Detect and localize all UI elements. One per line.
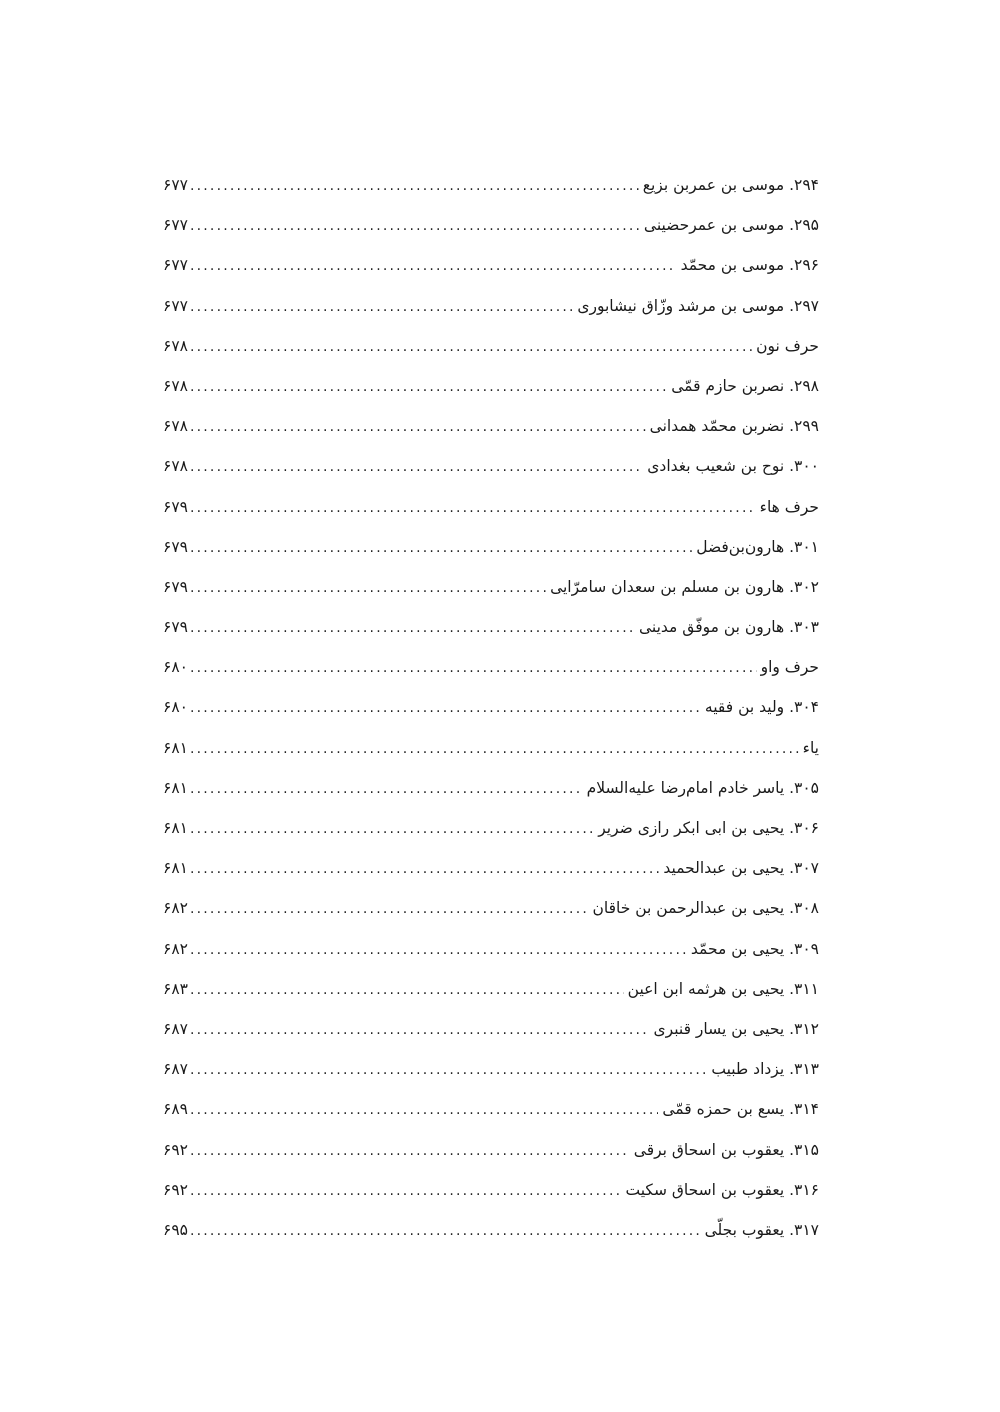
toc-entry[interactable]: [163, 771, 819, 811]
page-number: ۶۷۹: [163, 497, 188, 516]
page-number: ۶۷۸: [163, 376, 188, 395]
dot-leader: [190, 651, 757, 685]
entry-title: حرف هاء: [759, 497, 819, 516]
dot-leader: [190, 1214, 701, 1248]
entry-title: حرف نون: [756, 336, 819, 355]
page-number: ۶۷۷: [163, 296, 188, 315]
page-number: ۶۸۰: [163, 698, 188, 717]
dot-leader: [190, 330, 752, 364]
entry-title: ۳۰۱. هارون‌بن‌فضل: [696, 537, 819, 556]
dot-leader: [190, 290, 573, 324]
page-number: ۶۹۲: [163, 1180, 188, 1199]
dot-leader: [190, 1174, 622, 1208]
toc-entry[interactable]: [163, 1213, 819, 1253]
page-number: ۶۸۱: [163, 738, 188, 757]
entry-title: ۳۱۶. یعقوب بن اسحاق سکیت: [625, 1180, 819, 1199]
page-number: ۶۸۱: [163, 778, 188, 797]
entry-title: ۳۰۹. یحیی بن محمّد: [690, 939, 819, 958]
dot-leader: [190, 491, 756, 525]
toc-entry[interactable]: [163, 891, 819, 931]
entry-title: ۲۹۶. موسی بن محمّد: [680, 256, 819, 275]
entry-title: ۳۱۳. یزداد طبیب: [711, 1060, 819, 1079]
dot-leader: [190, 732, 799, 766]
dot-leader: [190, 973, 624, 1007]
page-number: ۶۸۲: [163, 939, 188, 958]
page-number: ۶۷۹: [163, 577, 188, 596]
toc-section-heading[interactable]: [163, 731, 819, 771]
dot-leader: [190, 892, 589, 926]
entry-title: ۳۰۶. یحیی بن ابی ابکر رازی ضریر: [598, 819, 819, 837]
entry-title: ۳۰۵. یاسر خادم امام‌رضا علیه‌السلام: [586, 778, 819, 797]
toc-entry[interactable]: [163, 690, 819, 730]
entry-title: ۳۱۱. یحیی بن هرثمه ابن اعین: [627, 979, 819, 998]
dot-leader: [190, 450, 643, 484]
page-number: ۶۷۸: [163, 417, 188, 436]
entry-title: حرف واو: [760, 658, 819, 677]
entry-title: ۲۹۸. نصربن حازم قمّی: [671, 376, 819, 395]
page-number: ۶۷۷: [163, 216, 188, 235]
page-number: ۶۸۹: [163, 1100, 188, 1119]
toc-entry[interactable]: [163, 851, 819, 891]
dot-leader: [190, 571, 546, 605]
dot-leader: [190, 933, 687, 967]
toc-entry[interactable]: [163, 1092, 819, 1132]
dot-leader: [190, 249, 677, 283]
entry-title: ۲۹۴. موسی بن عمربن بزیع: [642, 176, 819, 194]
entry-title: ۳۱۷. یعقوب بجلّی: [704, 1220, 819, 1239]
toc-entry[interactable]: [163, 369, 819, 409]
table-of-contents: [163, 168, 819, 1253]
page-number: ۶۷۷: [163, 256, 188, 275]
page-number: ۶۹۲: [163, 1140, 188, 1159]
entry-title: ۳۰۷. یحیی بن عبدالحمید: [663, 859, 819, 878]
dot-leader: [190, 1053, 707, 1087]
toc-entry[interactable]: [163, 449, 819, 489]
toc-entry[interactable]: [163, 570, 819, 610]
entry-title: یاء: [802, 738, 819, 757]
toc-entry[interactable]: [163, 168, 819, 208]
dot-leader: [190, 1013, 650, 1047]
entry-title: ۳۰۰. نوح بن شعیب بغدادی: [647, 457, 819, 476]
toc-entry[interactable]: [163, 972, 819, 1012]
page-number: ۶۸۲: [163, 899, 188, 918]
toc-entry[interactable]: [163, 289, 819, 329]
dot-leader: [190, 531, 692, 565]
dot-leader: [190, 852, 659, 886]
entry-title: ۲۹۹. نضربن محمّد همدانی: [649, 417, 819, 436]
page-number: ۶۸۱: [163, 859, 188, 878]
dot-leader: [190, 169, 639, 203]
page-number: ۶۷۸: [163, 336, 188, 355]
page-number: ۶۸۷: [163, 1060, 188, 1079]
dot-leader: [190, 691, 701, 725]
toc-entry[interactable]: [163, 1052, 819, 1092]
toc-section-heading[interactable]: [163, 329, 819, 369]
dot-leader: [190, 611, 635, 645]
toc-entry[interactable]: [163, 248, 819, 288]
toc-entry[interactable]: [163, 1012, 819, 1052]
toc-entry[interactable]: [163, 932, 819, 972]
toc-entry[interactable]: [163, 811, 819, 851]
entry-title: ۳۱۵. یعقوب بن اسحاق برقی: [633, 1140, 819, 1159]
toc-entry[interactable]: [163, 409, 819, 449]
toc-entry[interactable]: [163, 1173, 819, 1213]
dot-leader: [190, 772, 583, 806]
toc-section-heading[interactable]: [163, 490, 819, 530]
page-number: ۶۸۷: [163, 1019, 188, 1038]
page-number: ۶۷۹: [163, 537, 188, 556]
dot-leader: [190, 410, 646, 444]
entry-title: ۳۱۲. یحیی بن یسار قنبری: [653, 1019, 819, 1038]
dot-leader: [190, 370, 667, 404]
toc-entry[interactable]: [163, 610, 819, 650]
entry-title: ۲۹۷. موسی بن مرشد وزّاق نیشابوری: [577, 296, 819, 315]
page-number: ۶۸۱: [163, 819, 188, 837]
page-number: ۶۷۸: [163, 457, 188, 476]
page-number: ۶۷۹: [163, 618, 188, 637]
entry-title: ۳۰۳. هارون بن موفّق مدینی: [639, 618, 819, 637]
page-number: ۶۸۰: [163, 658, 188, 677]
dot-leader: [190, 1093, 658, 1127]
toc-entry[interactable]: [163, 208, 819, 248]
entry-title: ۲۹۵. موسی بن عمرحضینی: [643, 216, 819, 235]
entry-title: ۳۰۴. ولید بن فقیه: [704, 698, 819, 717]
page-number: ۶۸۳: [163, 979, 188, 998]
page-number: ۶۹۵: [163, 1220, 188, 1239]
dot-leader: [190, 1134, 630, 1168]
dot-leader: [190, 209, 640, 243]
entry-title: ۳۰۲. هارون بن مسلم بن سعدان سامرّایی: [550, 577, 819, 596]
page-number: ۶۷۷: [163, 176, 188, 194]
toc-section-heading[interactable]: [163, 650, 819, 690]
toc-entry[interactable]: [163, 1133, 819, 1173]
dot-leader: [190, 812, 594, 846]
entry-title: ۳۰۸. یحیی بن عبدالرحمن بن خاقان: [592, 899, 819, 918]
entry-title: ۳۱۴. یسع بن حمزه قمّی: [662, 1100, 819, 1119]
toc-entry[interactable]: [163, 530, 819, 570]
